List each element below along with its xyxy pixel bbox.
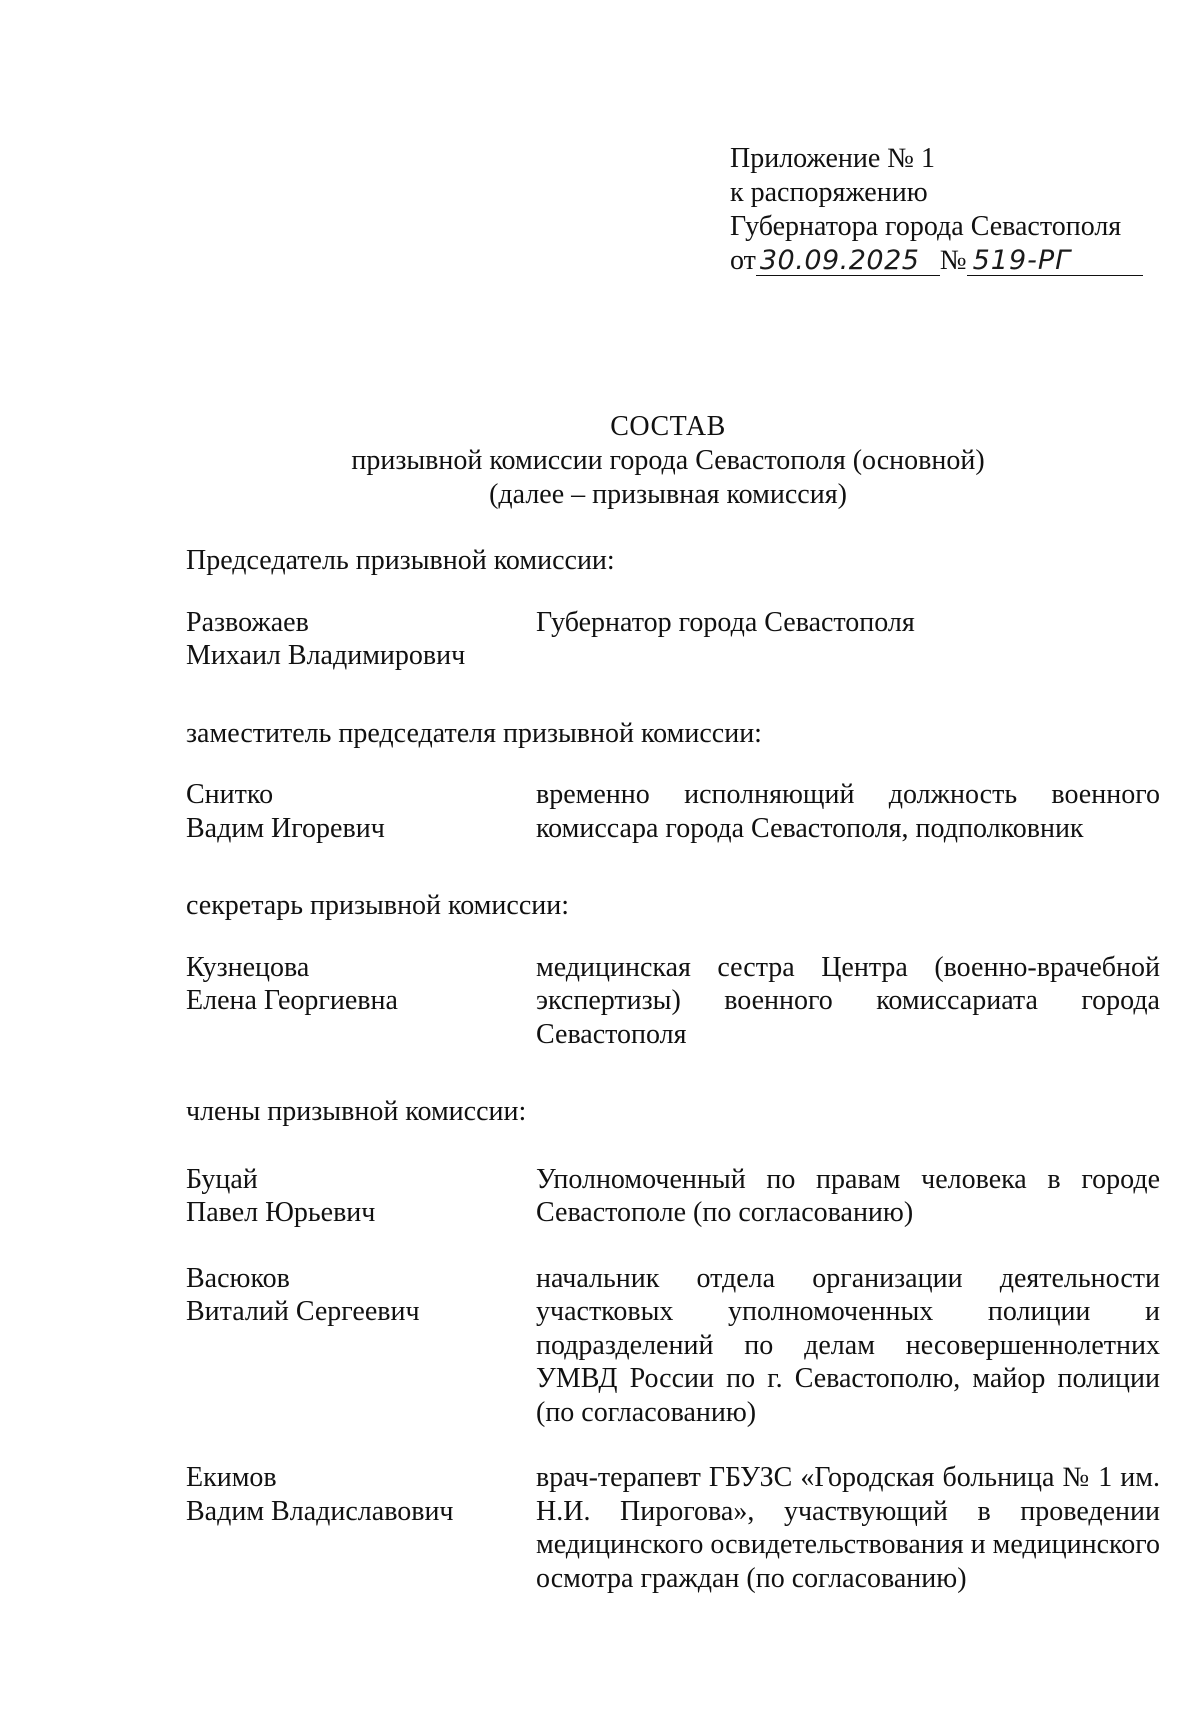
member-surname: Буцай (186, 1163, 258, 1195)
member-surname: Екимов (186, 1462, 277, 1493)
member-given-name: Михаил Владимирович (186, 640, 466, 671)
chair-entry (186, 606, 1160, 673)
member-given-name: Вадим Игоревич (186, 812, 385, 844)
deputy-label: заместитель председателя призывной комиссии: (186, 717, 762, 749)
list-item (186, 1461, 1160, 1595)
member-surname: Васюков (186, 1262, 290, 1294)
document-title (0, 410, 1200, 512)
date-prefix: от (730, 245, 756, 276)
handwritten-date: 30.09.2025 (756, 247, 940, 276)
member-name (186, 1461, 536, 1595)
deputy-entry (186, 778, 1160, 845)
member-name (186, 1163, 536, 1230)
chair-label: Председатель призывной комиссии: (186, 545, 615, 576)
member-given-name: Виталий Сергеевич (186, 1296, 420, 1327)
member-surname: Кузнецова (186, 951, 310, 983)
member-surname: Снитко (186, 779, 274, 810)
secretary-label: секретарь призывной комиссии: (186, 890, 569, 921)
annex-line-1: Приложение № 1 (730, 143, 935, 174)
member-name (186, 606, 536, 673)
member-surname: Развожаев (186, 606, 309, 638)
annex-header (730, 142, 1170, 278)
list-item (186, 1163, 1160, 1230)
annex-date-line (730, 244, 1170, 278)
member-name (186, 1262, 536, 1430)
annex-line-3: Губернатора города Севастополя (730, 211, 1122, 242)
member-role: начальник отдела организации деятельности участковых уполномоченных полиции и подразделений по делам несовершеннолетних УМВД России по г. Севастополю, майор полиции (по согласованию) (536, 1262, 1160, 1428)
list-item (186, 1262, 1160, 1430)
member-name (186, 951, 536, 1052)
commission-composition (186, 544, 1160, 1627)
members-label: члены призывной комиссии: (186, 1096, 527, 1127)
member-role: Уполномоченный по правам человека в городе Севастополе (по согласованию) (536, 1163, 1160, 1228)
member-given-name: Павел Юрьевич (186, 1197, 376, 1228)
handwritten-number: 519-РГ (967, 247, 1143, 276)
member-role: медицинская сестра Центра (военно-врачебной экспертизы) военного комиссариата города Севастополя (536, 951, 1160, 1050)
title-line-2: призывной комиссии города Севастополя (основной) (351, 445, 985, 476)
member-given-name: Елена Георгиевна (186, 985, 398, 1016)
annex-line-2: к распоряжению (730, 177, 928, 208)
number-prefix: № (939, 245, 967, 276)
member-role: Губернатор города Севастополя (536, 606, 915, 638)
title-heading: СОСТАВ (610, 411, 726, 442)
member-name (186, 778, 536, 845)
member-role: временно исполняющий должность военного комиссара города Севастополя, подполковник (536, 779, 1160, 844)
title-line-3: (далее – призывная комиссия) (489, 479, 847, 510)
member-given-name: Вадим Владиславович (186, 1495, 454, 1527)
secretary-entry (186, 951, 1160, 1052)
member-role: врач-терапевт ГБУЗС «Городская больница № 1 им. Н.И. Пирогова», участвующий в проведении медицинского освидетельствования и медицинского осмотра граждан (по согласованию) (536, 1462, 1160, 1594)
